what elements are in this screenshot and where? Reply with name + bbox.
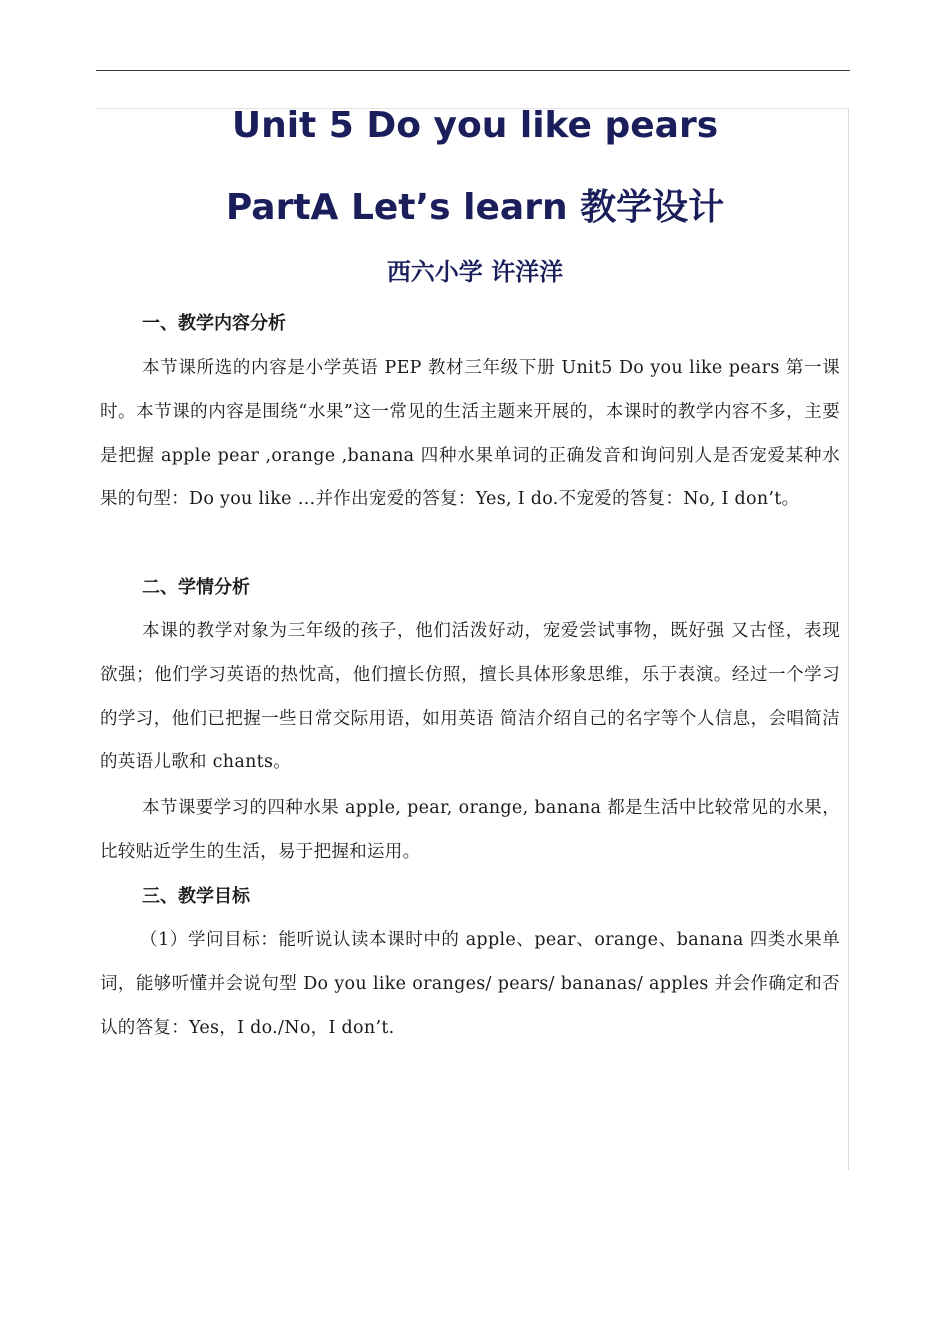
paragraph-content-analysis: 本节课所选的内容是小学英语 PEP 教材三年级下册 Unit5 Do you like pears 第一课时。本节课的内容是围绕“水果”这一常见的生活主题来开展的，本课时的教学内容不多，主要是把握 apple pear ,orange ,banana 四种水果单词的正确发音和询问别人是否宠爱某种水果的句型：Do you like …并作出宠爱的答复：Yes, I do.不宠爱的答复：No, I don’t。 bbox=[100, 358, 840, 510]
section-heading-teaching-goals: 三、教学目标 bbox=[142, 886, 250, 907]
document-title-line2: PartA Let’s learn 教学设计 bbox=[225, 187, 725, 228]
section-heading-content-analysis: 一、教学内容分析 bbox=[142, 313, 286, 334]
document-title-line1: Unit 5 Do you like pears bbox=[231, 105, 719, 146]
paragraph-student-analysis-2: 本节课要学习的四种水果 apple, pear, orange, banana 都是生活中比较常见的水果，比较贴近学生的生活，易于把握和运用。 bbox=[100, 798, 840, 862]
document-author: 西六小学 许洋洋 bbox=[386, 258, 564, 286]
section-heading-student-analysis: 二、学情分析 bbox=[142, 577, 250, 598]
paragraph-student-analysis-1: 本课的教学对象为三年级的孩子，他们活泼好动，宠爱尝试事物，既好强 又古怪，表现欲强；他们学习英语的热忱高，他们擅长仿照，擅长具体形象思维，乐于表演。经过一个学习的学习，他们已把握一些日常交际用语，如用英语 简洁介绍自己的名字等个人信息，会唱简洁的英语儿歌和 chants。 bbox=[100, 621, 840, 773]
paragraph-knowledge-goal: （1）学问目标：能听说认读本课时中的 apple、pear、orange、banana 四类水果单词，能够听懂并会说句型 Do you like oranges/ pears/ bananas/ apples 并会作确定和否认的答复：Yes，I do./No，I don’t. bbox=[100, 930, 840, 1038]
header-rule bbox=[96, 70, 850, 71]
